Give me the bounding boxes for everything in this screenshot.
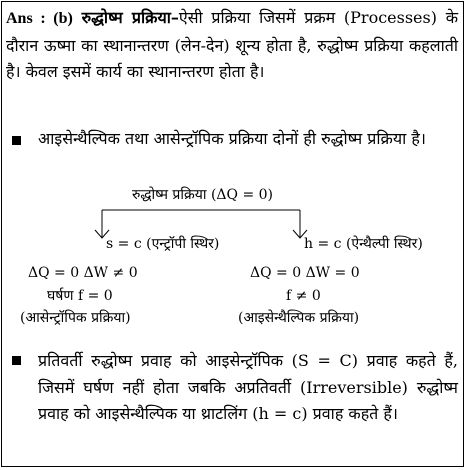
bullet-paragraph-2: प्रतिवर्ती रुद्धोष्म प्रवाह को आइसेन्ट्रॉपिक (S = C) प्रवाह कहते हैं, जिसमें घर्षण नहीं होता जबकि अप्रतिवर्ती (Irreversible) रुद्धोष्म प्रवाह को आइसेन्थैल्पिक या थ्राटलिंग (h = c) प्रवाह कहते हैं। — [38, 351, 458, 423]
right-process-name: (आइसेन्थैल्पिक प्रक्रिया) — [238, 310, 360, 326]
answer-paragraph — [6, 5, 458, 86]
left-condition-work: ΔQ = 0 ΔW ≠ 0 — [28, 265, 138, 281]
answer-text: ऐसी प्रक्रिया जिसमें प्रक्रम (Processes) के दौरान ऊष्मा का स्थानान्तरण (लेन-देन) शून्य होता है, रुद्धोष्म प्रक्रिया कहलाती है। केवल इसमें कार्य का स्थानान्तरण होता है। — [6, 8, 458, 81]
right-condition-work: ΔQ = 0 ΔW = 0 — [250, 265, 360, 281]
right-condition-friction: f ≠ 0 — [286, 288, 321, 304]
left-condition-friction: घर्षण f = 0 — [47, 288, 113, 304]
left-process-name: (आसेन्ट्रॉपिक प्रक्रिया) — [20, 310, 131, 326]
bullet-square-icon — [12, 356, 21, 365]
diagram-right-branch-label: h = c (ऐन्थैल्पी स्थिर) — [304, 236, 423, 252]
diagram-top-label: रुद्धोष्म प्रक्रिया (ΔQ = 0) — [132, 187, 274, 203]
answer-label: Ans : (b) — [6, 10, 73, 27]
bullet-square-icon — [12, 136, 21, 145]
diagram-left-branch-label: s = c (एन्ट्रॉपी स्थिर) — [106, 236, 220, 252]
answer-heading: रुद्धोष्म प्रक्रिया– — [81, 8, 179, 27]
bullet-paragraph-1: आइसेन्थैल्पिक तथा आसेन्ट्रॉपिक प्रक्रिया दोनों ही रुद्धोष्म प्रक्रिया है। — [38, 129, 426, 148]
